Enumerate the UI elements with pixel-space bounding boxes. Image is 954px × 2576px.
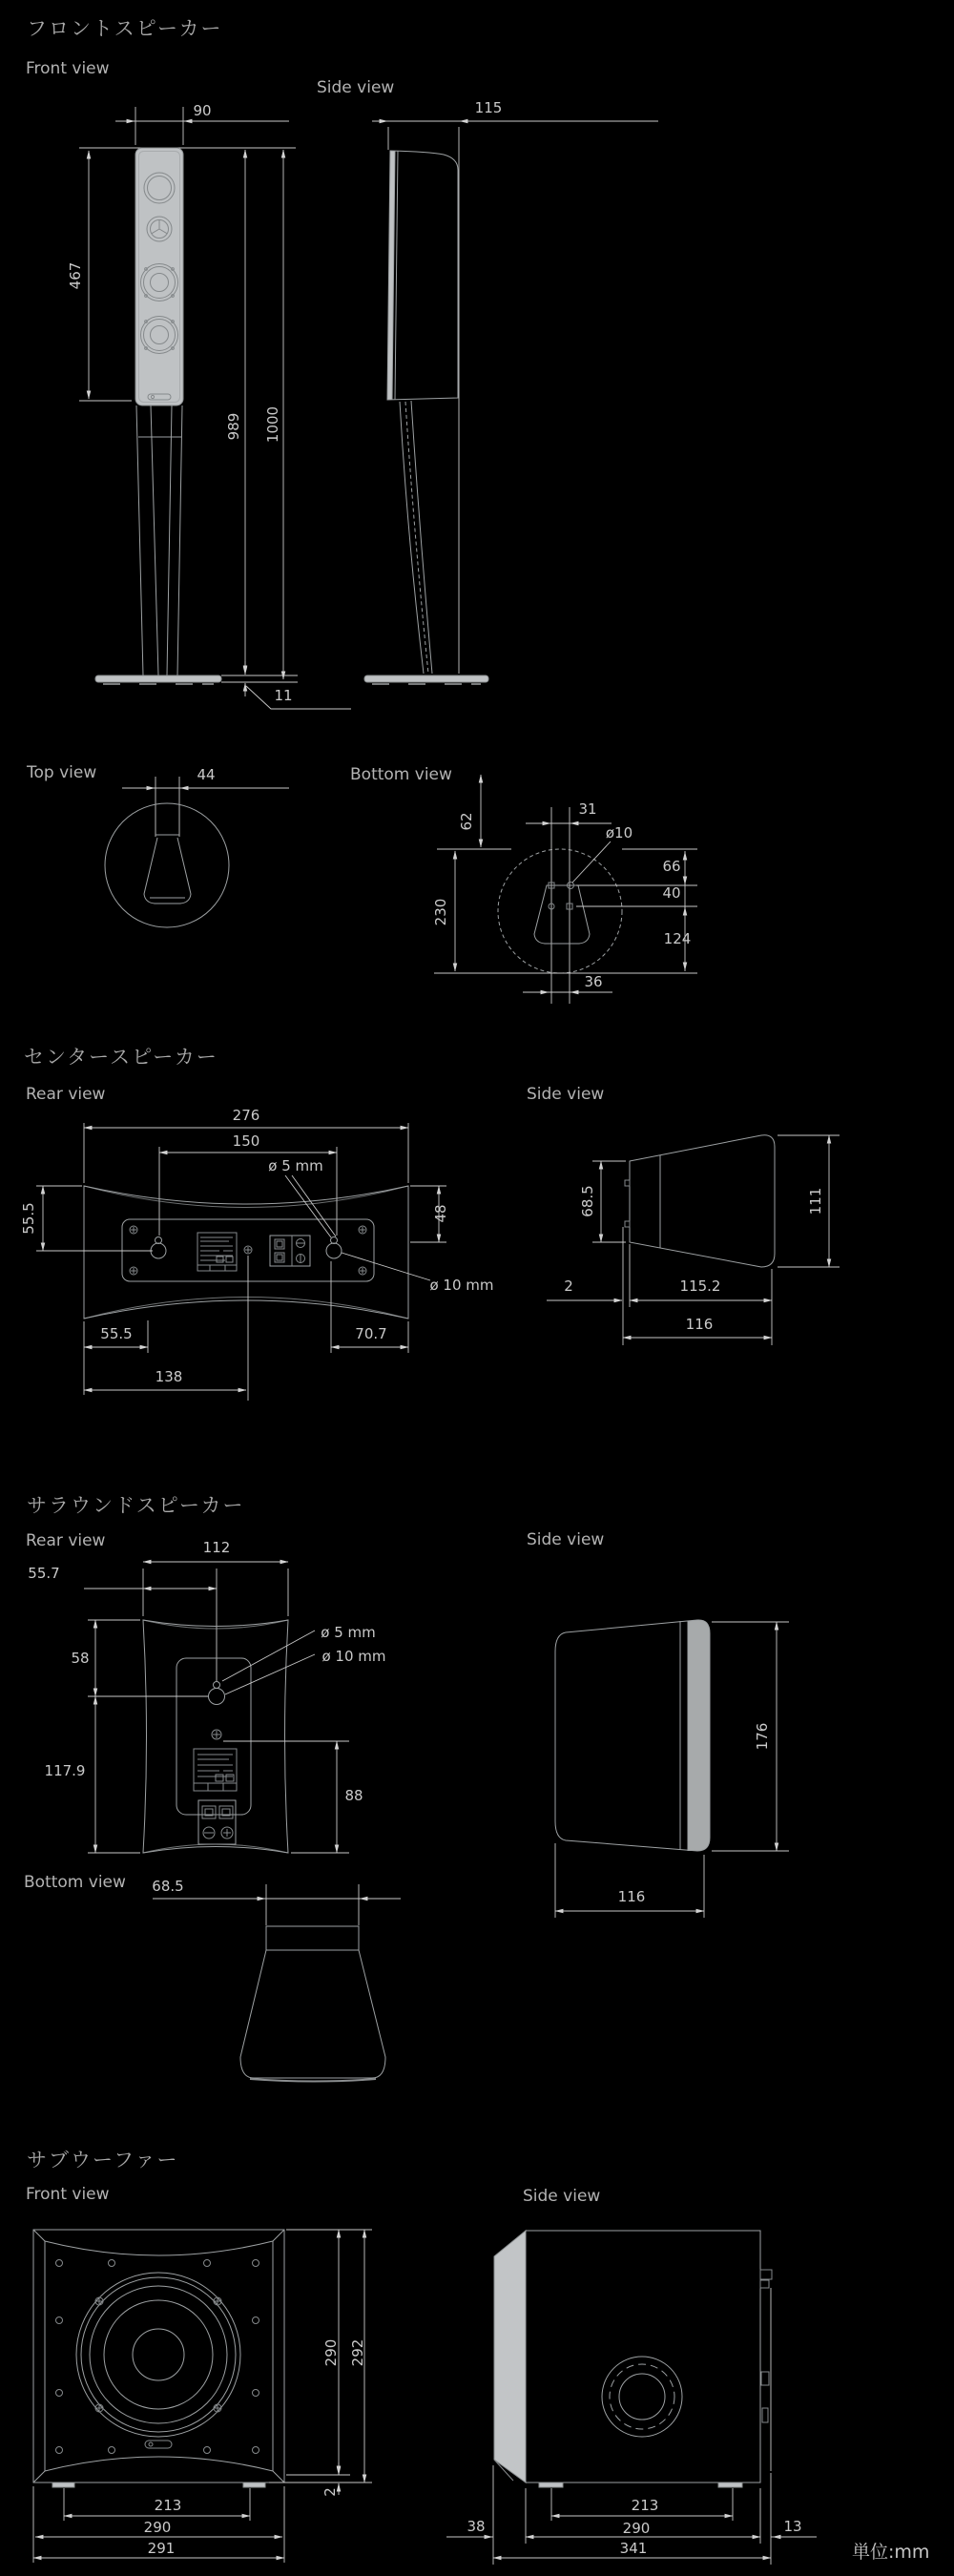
dim-front-bottom-hole-dia: ø10: [605, 824, 633, 841]
front-speaker-top-view-label: Top view: [27, 763, 97, 782]
front-speaker-side-view-drawing: [364, 121, 658, 684]
dim-front-bottom-40: 40: [662, 884, 681, 902]
dim-center-lip: 2: [564, 1278, 573, 1295]
dim-front-width: 90: [193, 102, 212, 119]
dim-sub-body-depth: 290: [622, 2520, 651, 2537]
dim-front-bottom-230: 230: [432, 898, 449, 926]
center-speaker-title: センタースピーカー: [24, 1046, 218, 1069]
dim-center-rear-height: 68.5: [579, 1185, 596, 1217]
dim-center-top-right: 48: [432, 1204, 449, 1223]
dim-center-hole-small: ø 5 mm: [268, 1157, 323, 1174]
dim-front-base-thickness: 11: [274, 687, 293, 704]
dim-sub-rear-clearance: 13: [783, 2518, 802, 2535]
dim-sub-inner-height: 290: [322, 2338, 340, 2367]
dim-sub-total-depth: 341: [619, 2540, 648, 2557]
dim-sub-outer-width: 291: [147, 2540, 176, 2557]
dim-center-depth-body: 115.2: [679, 1278, 721, 1295]
subwoofer-front-view-label: Front view: [26, 2185, 110, 2204]
front-speaker-title: フロントスピーカー: [27, 17, 223, 40]
dim-front-bottom-124: 124: [663, 930, 692, 947]
dim-center-center-offset: 138: [155, 1368, 183, 1385]
dim-front-stand-height: 989: [225, 412, 242, 441]
dim-center-front-height: 111: [807, 1187, 824, 1215]
front-speaker-bottom-view-drawing: [434, 775, 697, 1004]
center-speaker-side-view-label: Side view: [527, 1085, 605, 1104]
dim-center-keyhole-span: 150: [232, 1132, 260, 1150]
surround-speaker-side-view-drawing: [555, 1620, 789, 1918]
dim-center-bottom-left: 55.5: [100, 1325, 133, 1342]
dim-surround-screw-to-bottom: 88: [344, 1787, 363, 1804]
dim-center-top-left: 55.5: [20, 1202, 37, 1235]
subwoofer-title: サブウーファー: [27, 2149, 179, 2171]
subwoofer-side-view-label: Side view: [523, 2187, 601, 2206]
dim-surround-width: 112: [202, 1539, 231, 1556]
dim-surround-center-offset: 55.7: [28, 1565, 60, 1582]
dim-sub-inner-width: 290: [143, 2519, 172, 2536]
dim-surround-top-to-keyhole: 58: [71, 1650, 90, 1667]
unit-note: 単位:mm: [852, 2542, 930, 2563]
front-speaker-side-view-label: Side view: [317, 78, 395, 97]
dim-center-hole-large: ø 10 mm: [429, 1277, 494, 1294]
surround-speaker-rear-view-drawing: [84, 1562, 349, 1853]
subwoofer-side-view-drawing: [446, 2231, 817, 2565]
dim-sub-side-feet-span: 213: [631, 2497, 659, 2514]
surround-speaker-bottom-view-drawing: [153, 1884, 401, 2082]
dim-sub-feet-span: 213: [154, 2497, 182, 2514]
dim-sub-foot-height: 2: [321, 2487, 339, 2497]
dim-center-depth-total: 116: [685, 1316, 714, 1333]
dim-front-bottom-31: 31: [578, 800, 597, 818]
surround-speaker-rear-view-label: Rear view: [26, 1531, 106, 1550]
dim-front-total-height: 1000: [264, 405, 281, 444]
dim-sub-outer-height: 292: [349, 2338, 366, 2367]
dim-surround-height: 176: [754, 1722, 771, 1751]
front-speaker-front-view-drawing: [79, 107, 351, 709]
dim-front-depth: 115: [474, 99, 503, 116]
front-speaker-bottom-view-label: Bottom view: [350, 765, 452, 784]
dim-surround-hole-small: ø 5 mm: [321, 1624, 376, 1641]
surround-speaker-title: サラウンドスピーカー: [27, 1494, 245, 1517]
dim-surround-hole-large: ø 10 mm: [321, 1648, 386, 1665]
dim-front-bottom-62: 62: [458, 812, 475, 831]
dim-front-baffle-height: 467: [67, 261, 84, 290]
dim-surround-keyhole-to-bottom: 117.9: [44, 1762, 86, 1779]
front-speaker-top-view-drawing: [105, 777, 289, 927]
center-speaker-rear-view-label: Rear view: [26, 1085, 106, 1104]
front-speaker-front-view-label: Front view: [26, 59, 110, 78]
dim-center-width: 276: [232, 1107, 260, 1124]
dim-surround-bottom-width: 68.5: [152, 1878, 184, 1895]
subwoofer-front-view-drawing: [33, 2230, 372, 2563]
center-speaker-rear-view-drawing: [36, 1123, 446, 1401]
surround-speaker-bottom-view-label: Bottom view: [24, 1873, 126, 1892]
dim-surround-depth: 116: [617, 1888, 646, 1905]
dim-front-pole-width: 44: [197, 766, 216, 783]
surround-speaker-side-view-label: Side view: [527, 1530, 605, 1549]
dim-sub-front-panel: 38: [467, 2518, 486, 2535]
dim-center-bottom-right: 70.7: [355, 1325, 387, 1342]
dim-front-bottom-36: 36: [584, 973, 603, 990]
dim-front-bottom-66: 66: [662, 858, 681, 875]
center-speaker-side-view-drawing: [547, 1135, 840, 1345]
